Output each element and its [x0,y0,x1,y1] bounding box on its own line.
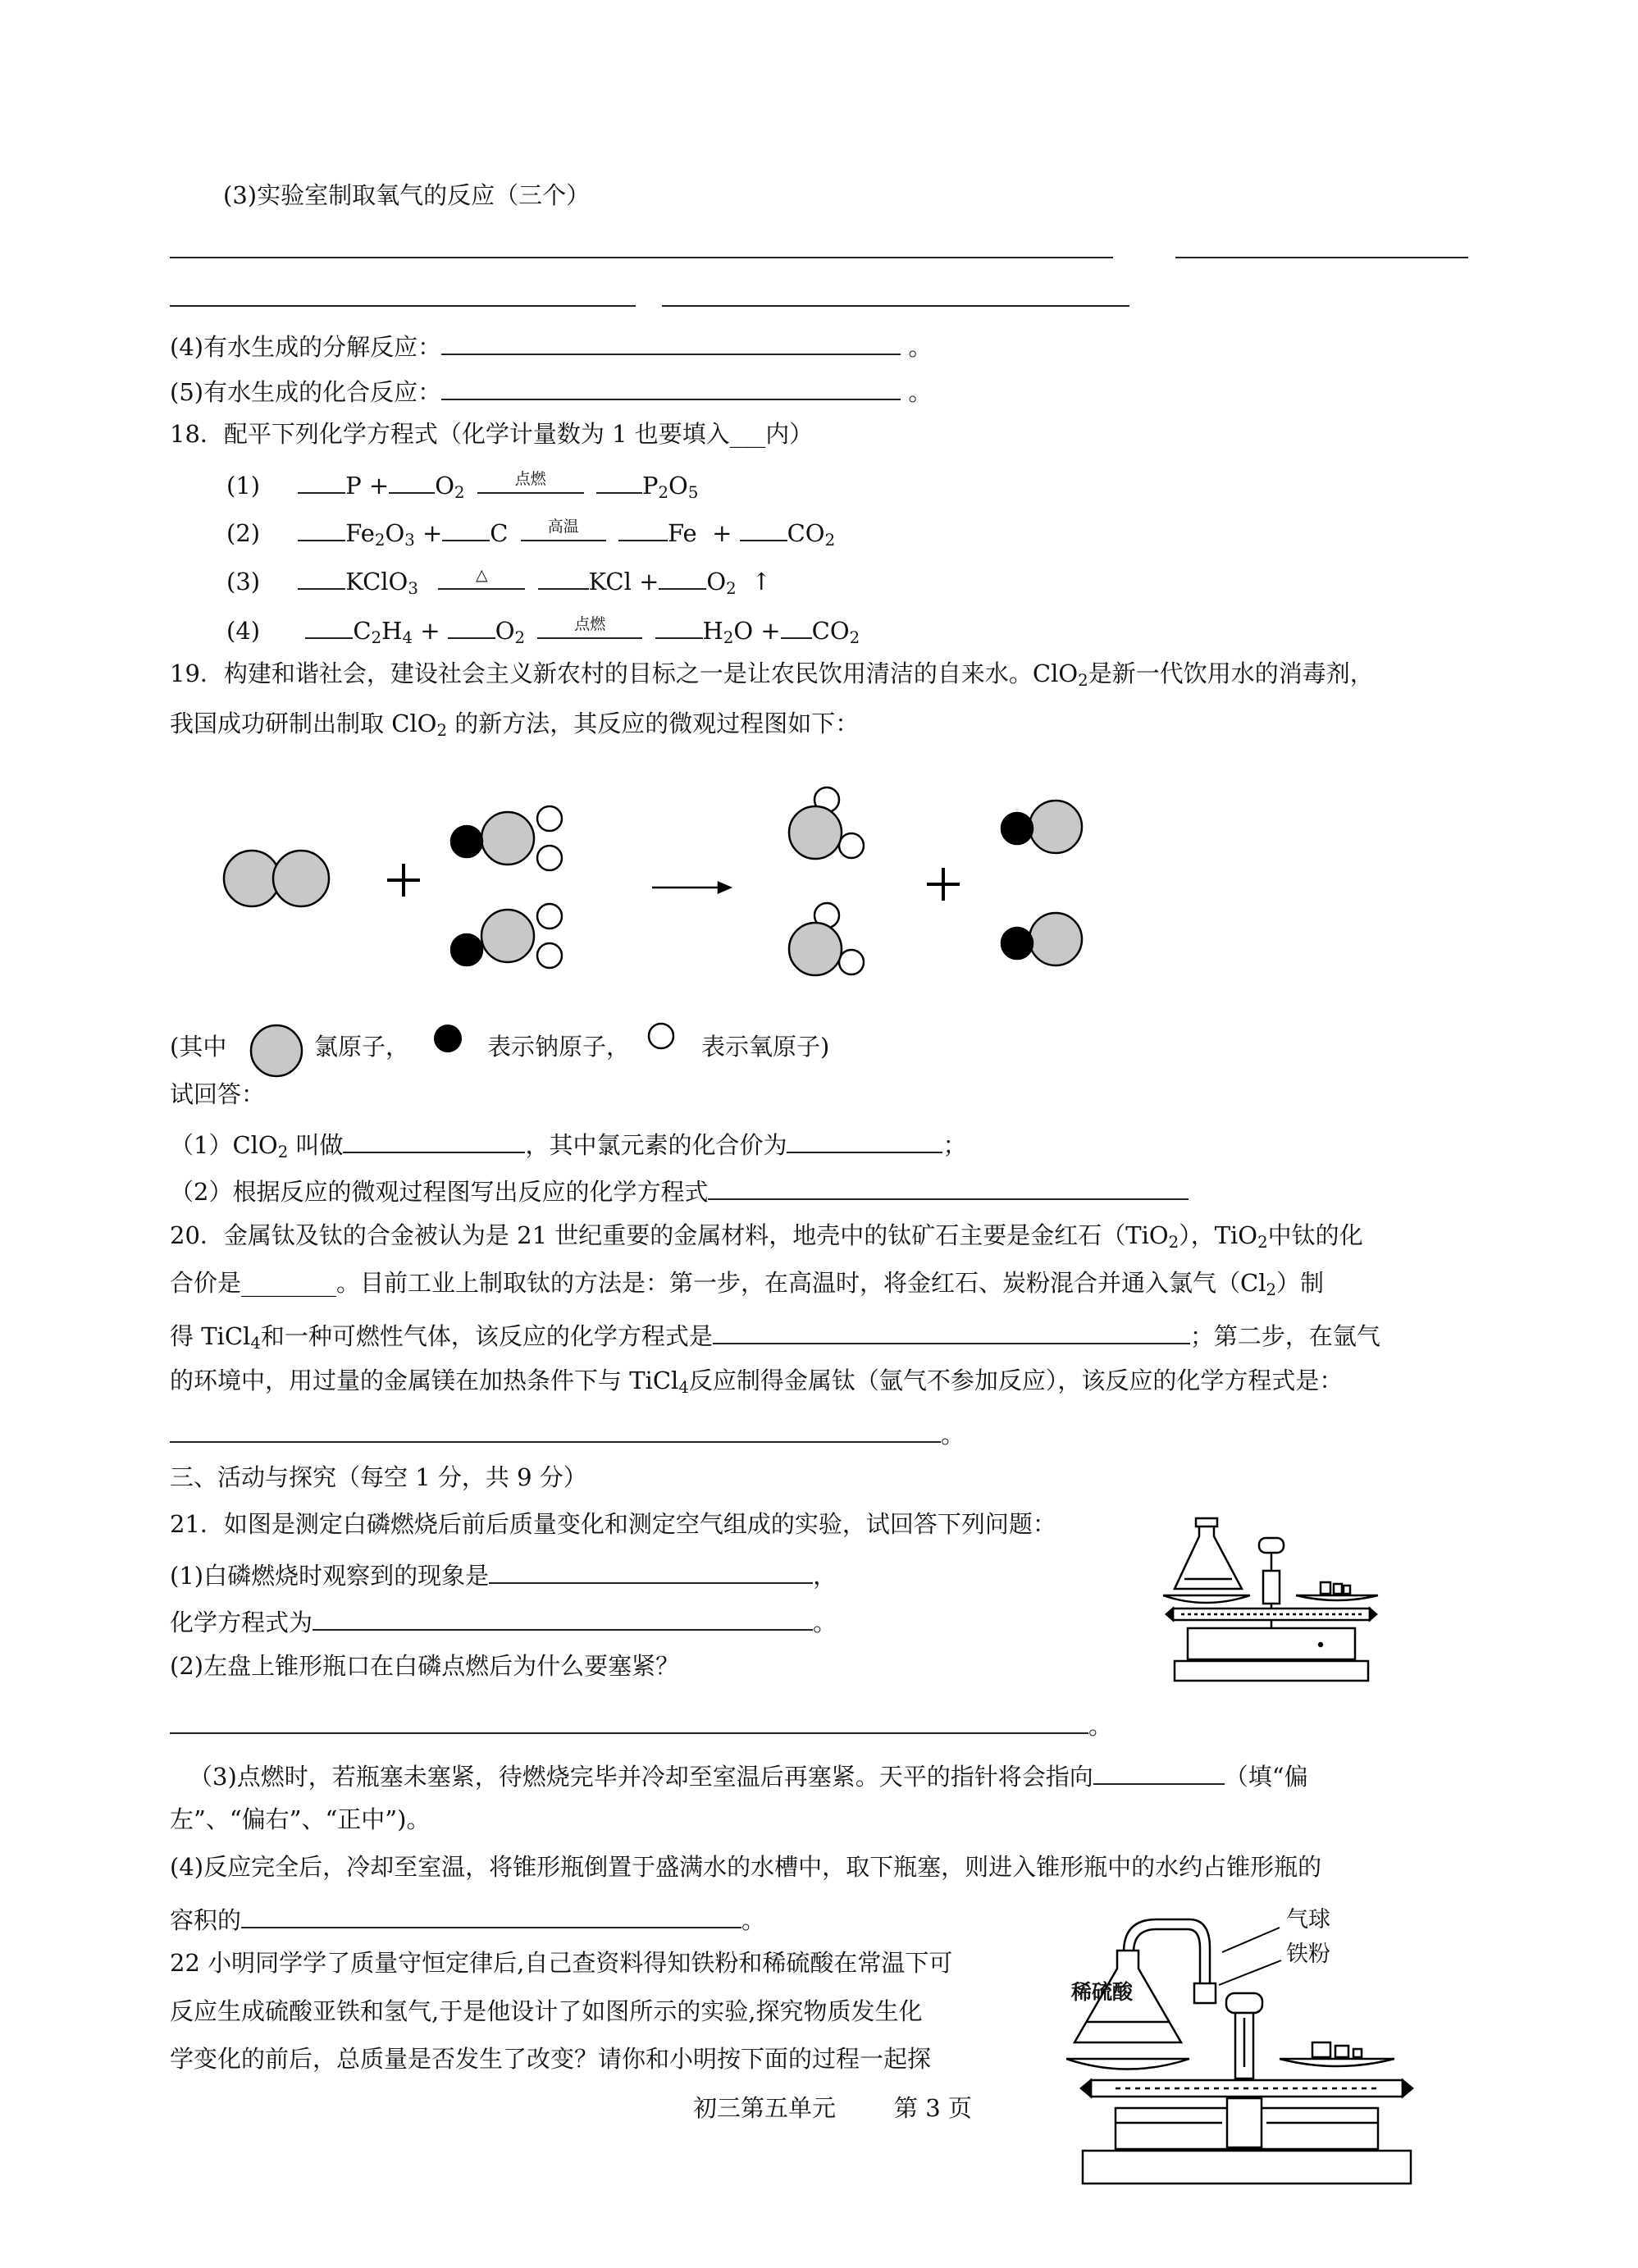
q21-p3: （3)点燃时，若瓶塞未塞紧，待燃烧完毕并冷却至室温后再塞紧。天平的指针将会指向 （填“偏 [189,1759,1308,1791]
label-balloon: 气球 [1286,1907,1330,1933]
coef-blank[interactable] [298,516,345,541]
balance-figure-q22 [1066,1903,1452,2198]
q19-ask: 试回答： [170,1080,266,1108]
legend-oxygen-label: 表示氧原子) [701,1033,830,1061]
footer-page-number: 第 3 页 [894,2094,972,2122]
coef-blank[interactable] [655,614,703,639]
answer-blank[interactable] [441,375,901,400]
q18-eq-3: (3) KClO$_3$ △ KCl + $O_2$ ↑ [226,565,772,598]
answer-blank[interactable] [1093,1759,1225,1785]
q20-line1: 20．金属钛及钛的合金被认为是 21 世纪重要的金属材料，地壳中的钛矿石主要是金红石（TiO$_2$），TiO$_2$中钛的化 [170,1221,1363,1252]
q18-eq-2: (2) $Fe_2O_3 + C$ 高温 $Fe + CO_2$ [226,517,836,550]
pointer-line-iron [1219,1960,1281,1985]
answer-blank[interactable] [313,1605,813,1631]
legend-sodium-label: 表示钠原子， [487,1033,631,1061]
q22-line1: 22 小明同学学了质量守恒定律后,自己查资料得知铁粉和稀硫酸在常温下可 [170,1949,953,1977]
q21-p1-eq: 化学方程式为 。 [170,1605,837,1636]
coef-blank[interactable] [740,516,787,541]
chlorine-atom [273,851,329,906]
q20-line3: 得 TiCl$_4$和一种可燃性气体，该反应的化学方程式是 ；第二步，在氩气 [170,1319,1380,1350]
q17-part5: (5)有水生成的化合反应： 。 [170,375,932,406]
q19-line2: 我国成功研制出制取 ClO$_2$ 的新方法，其反应的微观过程图如下： [170,710,860,740]
answer-line[interactable] [662,305,1129,307]
q19-legend: (其中 [170,1033,227,1061]
answer-blank[interactable] [787,1128,942,1153]
balance-figure-q21 [1157,1513,1386,1702]
coef-blank[interactable] [448,614,495,639]
q21-p3-cont: 左”、“偏右”、“正中”)。 [170,1805,431,1833]
q21-p1: (1)白磷燃烧时观察到的现象是 ， [170,1558,837,1590]
coef-blank[interactable] [442,516,490,541]
q19-sub1: （1）ClO$_2$ 叫做 ，其中氯元素的化合价为 ； [170,1128,967,1159]
coef-blank[interactable] [389,468,435,494]
coef-blank[interactable] [618,516,668,541]
answer-blank[interactable] [170,1417,941,1443]
q21-p2-answer: 。 [170,1709,1112,1740]
answer-blank[interactable] [441,330,901,355]
answer-blank[interactable] [708,1175,1189,1200]
q18-title: 18．配平下列化学方程式（化学计量数为 1 也要填入___内） [170,420,814,448]
q18-eq-1: (1) $P + O_2$ 点燃 $P_2O_5$ [226,469,699,502]
q21-p2: (2)左盘上锥形瓶口在白磷点燃后为什么要塞紧？ [170,1652,680,1680]
answer-blank[interactable] [241,1903,741,1928]
q18-eq-4: (4) $C_2H_4 + O_2$ 点燃 $H_2O + CO_2$ [226,614,860,647]
legend-chlorine-icon [248,1022,305,1079]
coef-blank[interactable] [659,564,706,590]
answer-line[interactable] [170,257,1113,258]
reaction-arrow-head [719,883,730,892]
legend-oxygen-icon [645,1020,678,1052]
answer-line[interactable] [1175,257,1468,258]
footer-unit: 初三第五单元 [693,2094,837,2122]
pointer-line-balloon [1222,1928,1280,1952]
answer-line[interactable] [170,305,636,307]
q20-line5: 。 [170,1417,965,1449]
q21-p4: (4)反应完全后，冷却至室温，将锥形瓶倒置于盛满水的水槽中，取下瓶塞，则进入锥形瓶中的水约占锥形瓶的 [170,1853,1322,1881]
q19-sub2: （2）根据反应的微观过程图写出反应的化学方程式 [170,1175,1189,1206]
coef-blank[interactable] [596,468,642,494]
q19-line1: 19．构建和谐社会，建设社会主义新农村的目标之一是让农民饮用清洁的自来水。ClO$_2$是新一代饮用水的消毒剂， [170,659,1374,690]
q21-title: 21．如图是测定白磷燃烧后前后质量变化和测定空气组成的实验，试回答下列问题： [170,1510,1056,1538]
q20-line4: 的环境中，用过量的金属镁在加热条件下与 TiCl$_4$反应制得金属钛（氩气不参加反应），该反应的化学方程式是： [170,1367,1344,1397]
coef-blank[interactable] [781,614,812,639]
label-iron-powder: 铁粉 [1286,1942,1330,1967]
coef-blank[interactable] [298,564,345,590]
q22-line2: 反应生成硫酸亚铁和氢气,于是他设计了如图所示的实验,探究物质发生化 [170,1997,923,2025]
coef-blank[interactable] [298,468,345,494]
answer-blank[interactable] [343,1128,525,1153]
q22-line3: 学变化的前后，总质量是否发生了改变？请你和小明按下面的过程一起探 [170,2045,932,2073]
answer-blank[interactable] [713,1319,1190,1344]
label-dilute-sulfuric-acid: 稀硫酸 [1071,1980,1134,2004]
section-3-heading: 三、活动与探究（每空 1 分，共 9 分） [170,1463,587,1491]
q21-p4-cont: 容积的 。 [170,1903,765,1934]
legend-chlorine-label: 氯原子， [314,1033,410,1061]
q20-line2: 合价是________。目前工业上制取钛的方法是：第一步，在高温时，将金红石、炭粉混合并通入氯气$(Cl_2)$制 [170,1269,1325,1299]
chlorine-atom [224,851,280,906]
q17-part3: (3)实验室制取氧气的反应（三个） [223,181,591,209]
reaction-symbols [205,771,1148,984]
legend-sodium-icon [430,1022,466,1055]
answer-blank[interactable] [170,1709,1088,1734]
coef-blank[interactable] [538,564,589,590]
coef-blank[interactable] [305,614,353,639]
q17-part4: (4)有水生成的分解反应： 。 [170,330,932,361]
answer-blank[interactable] [489,1558,813,1584]
